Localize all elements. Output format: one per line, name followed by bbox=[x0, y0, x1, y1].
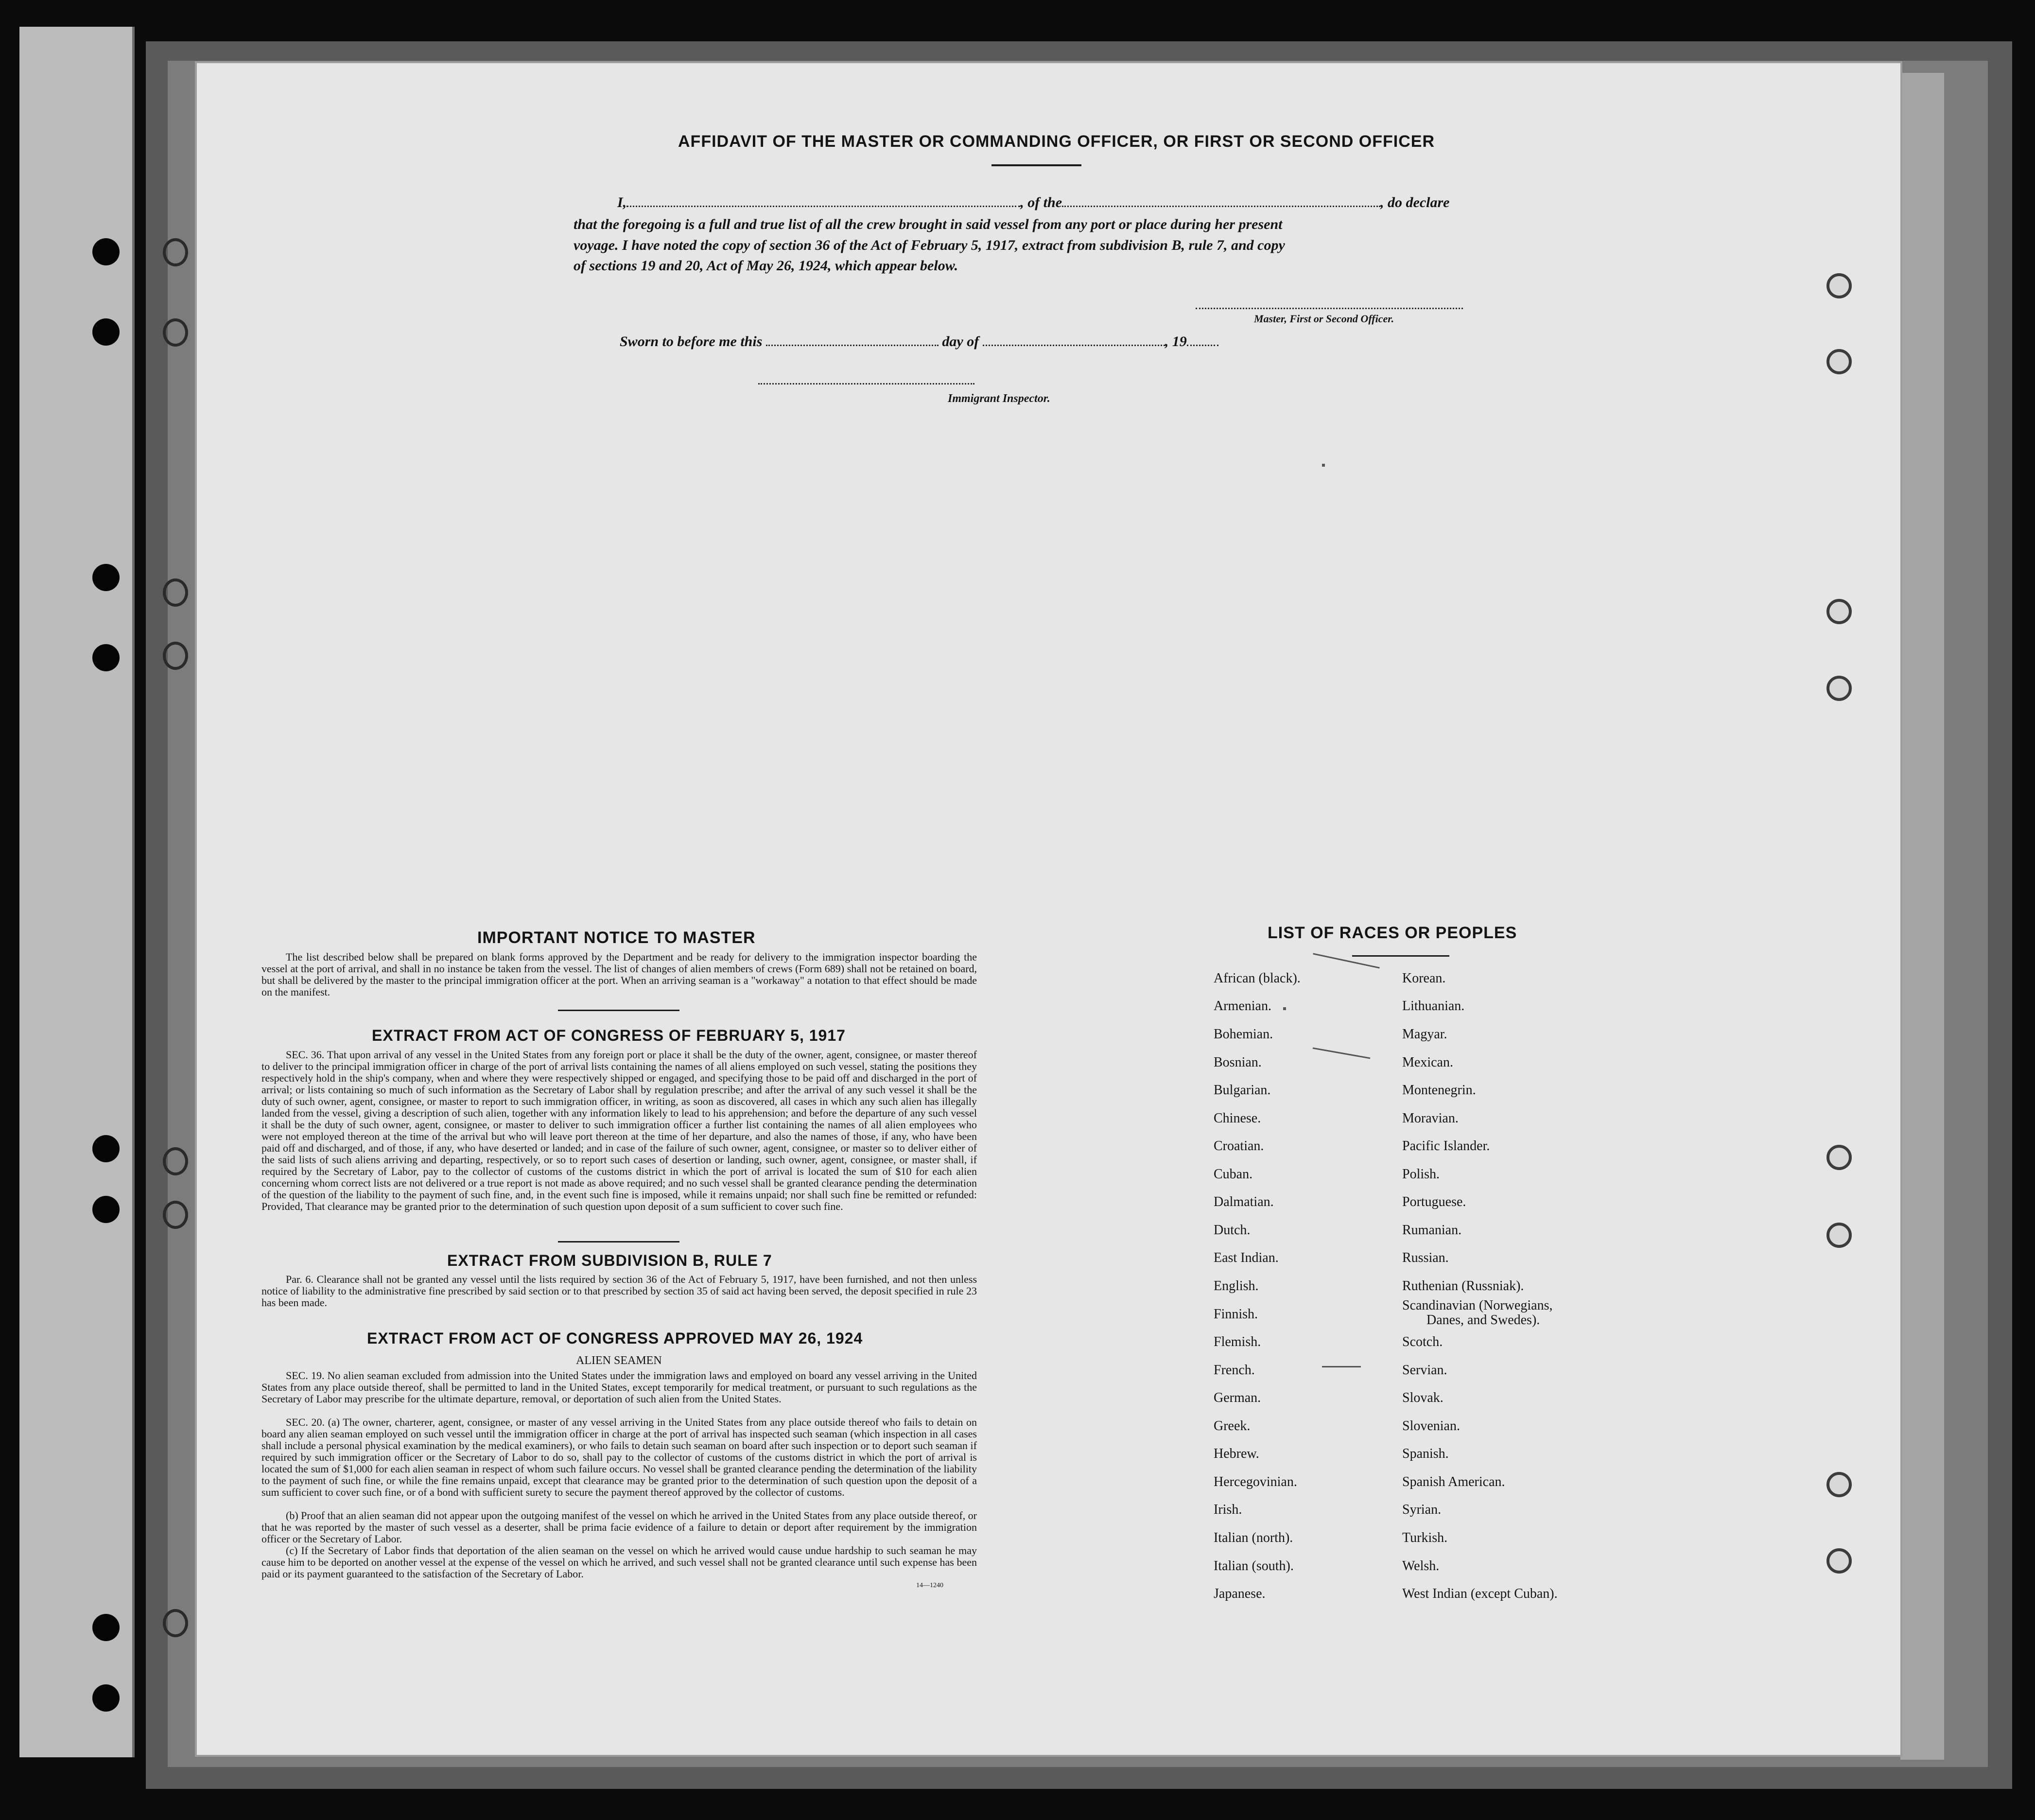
section-19-text: SEC. 19. No alien seaman excluded from admission into the United States under the immigration laws and employed on board any vessel arriving in the United States from any place outside thereof, shall be permitted to land in the United States, except temporarily for medical treatment, or pursuant to such regulations as the Secretary of Labor may prescribe for the ultimate departure, removal, or deportation of such alien from the United States. bbox=[261, 1369, 977, 1405]
punch-hole-icon bbox=[1826, 349, 1852, 374]
race-right-item: Servian. bbox=[1402, 1363, 1447, 1378]
form-number: 14—1240 bbox=[916, 1582, 943, 1589]
binder-hole bbox=[92, 564, 120, 591]
race-right-item: West Indian (except Cuban). bbox=[1402, 1586, 1558, 1601]
race-left-item: Finnish. bbox=[1214, 1307, 1258, 1322]
affidavit-of-the: , of the bbox=[1020, 194, 1062, 210]
binder-hole bbox=[92, 644, 120, 671]
affidavit-heading: AFFIDAVIT OF THE MASTER OR COMMANDING OFFICER, OR FIRST OR SECOND OFFICER bbox=[678, 132, 1435, 151]
section-20a-text: SEC. 20. (a) The owner, charterer, agent, consignee, or master of any vessel arriving in the United States from any place outside thereof who fails to detain on board any alien seaman employed on such vessel until the immigration officer in charge at the port of arrival has inspected such seaman (which inspection in all cases shall include a personal physical examination by the medical examiners), or who fails to detain such seaman on board after such inspection or to deport such seaman if required by such immigration officer or the Secretary of Labor to do so, shall pay to the collector of customs of the customs district in which the port of arrival is located the sum of $1,000 for each alien seaman in respect of whom such failure occurs. No vessel shall be granted clearance pending the determination of the liability to the payment of such fine, or while the fine remains unpaid, except that clearance may be granted prior to the determination of such question upon the deposit of a sum sufficient to cover such fine, or of a bond with sufficient surety to secure the payment thereof approved by the collector of customs. bbox=[261, 1416, 977, 1498]
affidavit-i: I, bbox=[617, 194, 627, 210]
race-right-item: Korean. bbox=[1402, 971, 1446, 986]
section-20b-text: (b) Proof that an alien seaman did not appear upon the outgoing manifest of the vessel on which he arrived in the United States from any place outside thereof, or that he was reported by the master of such vessel as a deserter, shall be prima facie evidence of a failure to detain or deport after requirement by the immigration officer or the Secretary of Labor. bbox=[261, 1509, 977, 1545]
race-right-item: Ruthenian (Russniak). bbox=[1402, 1278, 1524, 1294]
affidavit-declare: , do declare bbox=[1380, 194, 1450, 210]
divider bbox=[991, 164, 1081, 166]
punch-hole-icon bbox=[1826, 676, 1852, 701]
inspector-label: Immigrant Inspector. bbox=[948, 392, 1050, 405]
vessel-blank-field[interactable] bbox=[1062, 206, 1380, 207]
sworn-year-field[interactable] bbox=[1187, 345, 1218, 346]
master-signature-label: Master, First or Second Officer. bbox=[1254, 313, 1394, 325]
race-right-item: Polish. bbox=[1402, 1167, 1440, 1182]
sworn-line bbox=[620, 333, 1218, 350]
divider bbox=[558, 1241, 679, 1242]
punch-hole-icon bbox=[1826, 1145, 1852, 1170]
sworn-prefix: Sworn to before me this bbox=[620, 333, 763, 350]
binder-ring-icon bbox=[163, 1609, 188, 1637]
race-left-item: English. bbox=[1214, 1278, 1259, 1294]
binder-ring-icon bbox=[163, 318, 188, 347]
punch-hole-icon bbox=[1826, 1223, 1852, 1248]
punch-hole-icon bbox=[1826, 1548, 1852, 1574]
binder-ring-icon bbox=[163, 1201, 188, 1229]
race-right-item: Portuguese. bbox=[1402, 1194, 1466, 1209]
race-right-item: Pacific Islander. bbox=[1402, 1138, 1490, 1154]
sworn-day-of: day of bbox=[942, 333, 979, 350]
binder-hole bbox=[92, 1196, 120, 1223]
race-left-item: German. bbox=[1214, 1390, 1261, 1405]
affidavit-line-2: that the foregoing is a full and true list of all the crew brought in said vessel from any port or place during her present bbox=[574, 216, 1283, 232]
race-left-item: Italian (north). bbox=[1214, 1530, 1293, 1545]
race-left-item: Greek. bbox=[1214, 1418, 1251, 1434]
races-heading: LIST OF RACES OR PEOPLES bbox=[1268, 924, 1517, 942]
race-left-item: Italian (south). bbox=[1214, 1558, 1294, 1574]
punch-hole-icon bbox=[1826, 1472, 1852, 1497]
extract-rule7-text: Par. 6. Clearance shall not be granted any vessel until the lists required by section 36 of the Act of February 5, 1917, have been furnished, and not then unless notice of liability to the administrative fine prescribed by said section or to that prescribed by section 35 of said act having been served, the deposit specified in rule 23 has been made. bbox=[261, 1273, 977, 1309]
extract-rule7-heading: EXTRACT FROM SUBDIVISION B, RULE 7 bbox=[447, 1252, 772, 1269]
scan-mark bbox=[1283, 1007, 1286, 1010]
race-left-item: French. bbox=[1214, 1363, 1255, 1378]
master-signature-line[interactable] bbox=[1196, 308, 1463, 309]
race-right-item: Spanish American. bbox=[1402, 1474, 1505, 1489]
race-right-item: Slovenian. bbox=[1402, 1418, 1460, 1434]
race-right-item: Moravian. bbox=[1402, 1111, 1459, 1126]
race-left-item: Hebrew. bbox=[1214, 1446, 1259, 1461]
binder-hole bbox=[92, 1684, 120, 1712]
extract-1917-heading: EXTRACT FROM ACT OF CONGRESS OF FEBRUARY 5, 1917 bbox=[372, 1027, 846, 1044]
race-left-item: Flemish. bbox=[1214, 1334, 1261, 1349]
extract-1924-heading: EXTRACT FROM ACT OF CONGRESS APPROVED MAY 26, 1924 bbox=[367, 1330, 863, 1347]
binder-ring-icon bbox=[163, 578, 188, 607]
race-right-item: Scotch. bbox=[1402, 1334, 1443, 1349]
race-left-item: Japanese. bbox=[1214, 1586, 1266, 1601]
sworn-date-field[interactable] bbox=[766, 345, 939, 346]
binder-hole bbox=[92, 1135, 120, 1162]
binder-ring-icon bbox=[163, 238, 188, 266]
race-right-item: Welsh. bbox=[1402, 1558, 1440, 1574]
race-right-item: Syrian. bbox=[1402, 1502, 1442, 1517]
race-left-item: Cuban. bbox=[1214, 1167, 1253, 1182]
race-right-item: Magyar. bbox=[1402, 1027, 1447, 1042]
race-left-item: Bosnian. bbox=[1214, 1055, 1262, 1070]
race-right-item: Mexican. bbox=[1402, 1055, 1453, 1070]
notice-text: The list described below shall be prepared on blank forms approved by the Department and be ready for delivery to the immigration inspector boarding the vessel at the port of arrival, and shall in no instance be taken from the vessel. The list of changes of alien members of crews (Form 689) shall not be retained on board, but shall be delivered by the master to the principal immigration officer at the port. When an arriving seaman is a "workaway" a notation to that effect should be made on the manifest. bbox=[261, 951, 977, 998]
scan-mark bbox=[1322, 1366, 1361, 1367]
affidavit-line-1 bbox=[617, 194, 1497, 211]
punch-hole-icon bbox=[1826, 273, 1852, 298]
race-right-item: Rumanian. bbox=[1402, 1223, 1462, 1238]
race-right-item: Scandinavian (Norwegians, bbox=[1402, 1298, 1553, 1313]
race-right-item: Russian. bbox=[1402, 1250, 1449, 1265]
race-right-item: Lithuanian. bbox=[1402, 998, 1465, 1014]
affidavit-line-3: voyage. I have noted the copy of section 36 of the Act of February 5, 1917, extract from subdivision B, rule 7, and copy bbox=[574, 237, 1285, 253]
binder-ring-icon bbox=[163, 642, 188, 670]
sworn-month-field[interactable] bbox=[983, 345, 1165, 346]
binder-ring-icon bbox=[163, 1147, 188, 1175]
race-left-item: Dutch. bbox=[1214, 1223, 1251, 1238]
race-left-item: Croatian. bbox=[1214, 1138, 1264, 1154]
name-blank-field[interactable] bbox=[626, 206, 1020, 207]
document-page bbox=[197, 63, 1900, 1755]
race-right-item-continued: Danes, and Swedes). bbox=[1426, 1312, 1540, 1328]
race-left-item: Hercegovinian. bbox=[1214, 1474, 1297, 1489]
punch-hole-icon bbox=[1826, 599, 1852, 624]
race-left-item: Irish. bbox=[1214, 1502, 1242, 1517]
race-right-item: Slovak. bbox=[1402, 1390, 1444, 1405]
race-left-item: Bulgarian. bbox=[1214, 1083, 1271, 1098]
race-right-item: Montenegrin. bbox=[1402, 1083, 1476, 1098]
alien-seamen-subheading: ALIEN SEAMEN bbox=[576, 1354, 662, 1367]
binder-strip bbox=[19, 27, 135, 1757]
race-left-item: African (black). bbox=[1214, 971, 1301, 986]
underlying-page-edge bbox=[1900, 73, 1944, 1760]
divider bbox=[1352, 955, 1449, 957]
race-left-item: East Indian. bbox=[1214, 1250, 1279, 1265]
race-left-item: Dalmatian. bbox=[1214, 1194, 1274, 1209]
extract-1917-text: SEC. 36. That upon arrival of any vessel in the United States from any foreign port or place it shall be the duty of the owner, agent, consignee, or master thereof to deliver to the principal immigration officer in charge of the port of arrival lists containing the names of all aliens employed on such vessel, stating the positions they respectively hold in the ship's company, when and where they were respectively shipped or engaged, and specifying those to be paid off and discharged in the port of arrival; or lists containing so much of such information as the Secretary of Labor shall by regulation prescribe; and after the arrival of any such vessel it shall be the duty of such owner, agent, consignee, or master to report to such immigration officer, in writing, as soon as discovered, all cases in which any such alien has illegally landed from the vessel, giving a description of such alien, together with any information likely to lead to his apprehension; and before the departure of any such vessel it shall be the duty of such owner, agent, consignee, or master to deliver to such immigration officer a further list containing the names of all alien employees who were not employed thereon at the time of the arrival but who will leave port thereon at the time of her departure, and also the names of those, if any, who have been paid off and discharged, and of those, if any, who have deserted or landed; and in case of the failure of such owner, agent, consignee, or master so to deliver either of the said lists of such aliens arriving and departing, respectively, or so to report such cases of desertion or landing, such owner, agent, consignee, or master shall, if required by the Secretary of Labor, pay to the collector of customs of the customs district in which the port of arrival is located the sum of $10 for each alien concerning whom correct lists are not delivered or a true report is not made as above required; and no such vessel shall be granted clearance pending the determination of the question of the liability to the payment of such fine, and, in the event such fine is imposed, while it remains unpaid; nor shall such fine be remitted or refunded: Provided, That clearance may be granted prior to the determination of such question upon deposit of a sum sufficient to cover such fine. bbox=[261, 1049, 977, 1212]
race-left-item: Chinese. bbox=[1214, 1111, 1261, 1126]
inspector-signature-line[interactable] bbox=[758, 383, 974, 385]
race-right-item: Spanish. bbox=[1402, 1446, 1449, 1461]
notice-heading: IMPORTANT NOTICE TO MASTER bbox=[477, 928, 756, 947]
race-left-item: Armenian. bbox=[1214, 998, 1271, 1014]
sworn-year: , 19 bbox=[1165, 333, 1187, 350]
binder-hole bbox=[92, 238, 120, 265]
section-20c-text: (c) If the Secretary of Labor finds that deportation of the alien seaman on the vessel on which he arrived would cause undue hardship to such seaman he may cause him to be deported on another vessel at the expense of the vessel on which he arrived, and such vessel shall not be granted clearance until such expense has been paid or its payment guaranteed to the satisfaction of the Secretary of Labor. bbox=[261, 1544, 977, 1580]
affidavit-line-4: of sections 19 and 20, Act of May 26, 1924, which appear below. bbox=[574, 258, 958, 274]
scan-mark bbox=[1322, 464, 1325, 467]
race-right-item: Turkish. bbox=[1402, 1530, 1448, 1545]
binder-hole bbox=[92, 1614, 120, 1641]
race-left-item: Bohemian. bbox=[1214, 1027, 1273, 1042]
divider bbox=[558, 1010, 679, 1011]
binder-hole bbox=[92, 318, 120, 346]
